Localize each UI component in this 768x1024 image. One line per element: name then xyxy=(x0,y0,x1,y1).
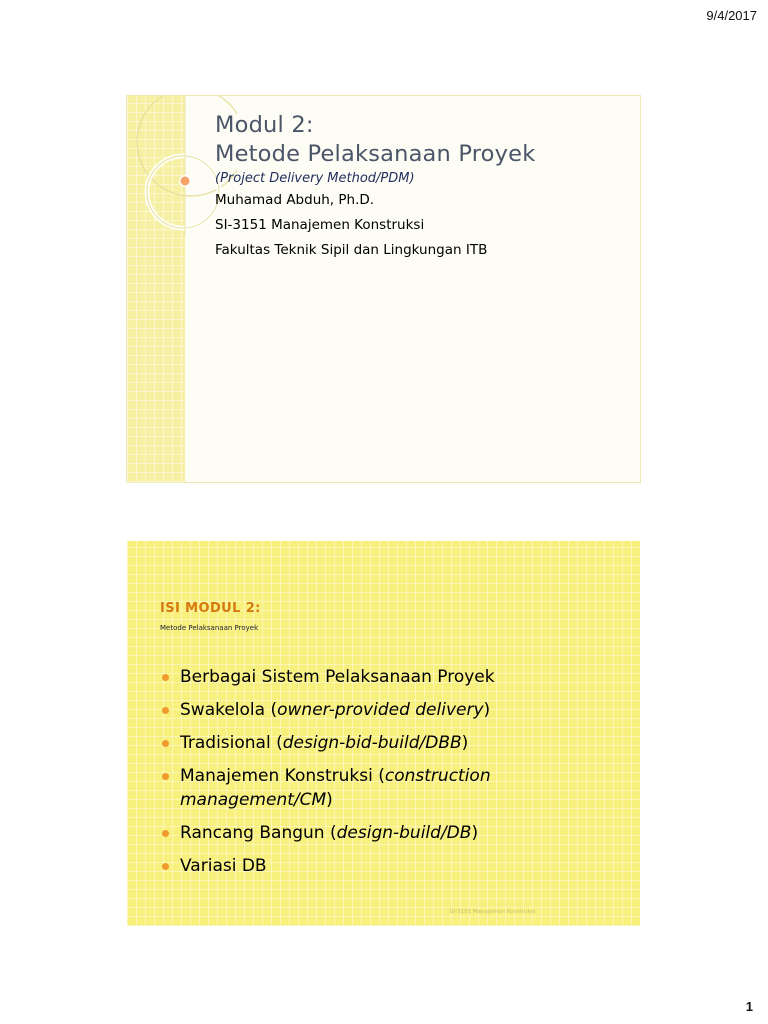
author-info xyxy=(215,192,630,259)
bullet-icon xyxy=(162,830,169,837)
slide-side-band xyxy=(127,96,185,482)
bullet-icon xyxy=(162,674,169,681)
list-item xyxy=(161,821,621,845)
list-item-text: Variasi DB xyxy=(180,856,267,876)
list-item-italic: design-bid-build/DBB xyxy=(282,733,462,753)
list-item-close: ) xyxy=(483,700,491,720)
list-item-close: ) xyxy=(326,790,333,810)
course-name: SI-3151 Manajemen Konstruksi xyxy=(215,217,425,233)
contents-heading: ISI MODUL 2: xyxy=(160,601,261,616)
list-item xyxy=(161,854,621,878)
bullet-icon xyxy=(162,707,169,714)
list-item-italic: construction management/CM xyxy=(180,766,491,810)
list-item xyxy=(161,764,621,812)
contents-slide xyxy=(127,541,640,926)
author-name: Muhamad Abduh, Ph.D. xyxy=(215,192,375,208)
title-slide xyxy=(127,96,640,482)
list-item-close: ) xyxy=(471,823,479,843)
list-item xyxy=(161,698,621,722)
list-item-italic: design-build/DB xyxy=(336,823,472,843)
list-item-close: ) xyxy=(461,733,469,753)
date-header: 9/4/2017 xyxy=(706,8,757,23)
contents-subheading: Metode Pelaksanaan Proyek xyxy=(160,624,259,632)
list-item-text: Rancang Bangun ( xyxy=(180,823,337,843)
slide-title-line1: Modul 2: xyxy=(215,112,314,138)
page-number: 1 xyxy=(745,999,753,1014)
bullet-icon xyxy=(162,863,169,870)
bullet-icon xyxy=(162,773,169,780)
list-item xyxy=(161,731,621,755)
list-item-italic: owner-provided delivery xyxy=(277,700,484,720)
list-item-text: Swakelola ( xyxy=(180,700,278,720)
bullet-icon xyxy=(162,740,169,747)
orange-dot-icon xyxy=(178,174,192,188)
slide-footer: SI-3151 Manajemen Konstruksi xyxy=(450,909,536,915)
list-item-text: Manajemen Konstruksi ( xyxy=(180,766,385,786)
title-slide-text xyxy=(215,111,630,267)
list-item xyxy=(161,665,621,689)
faculty-name: Fakultas Teknik Sipil dan Lingkungan ITB xyxy=(215,242,488,258)
slide-subtitle: (Project Delivery Method/PDM) xyxy=(215,171,415,186)
list-item-text: Berbagai Sistem Pelaksanaan Proyek xyxy=(180,667,495,687)
slide-title-line2: Metode Pelaksanaan Proyek xyxy=(215,141,536,167)
contents-list xyxy=(161,665,621,887)
list-item-text: Tradisional ( xyxy=(180,733,283,753)
